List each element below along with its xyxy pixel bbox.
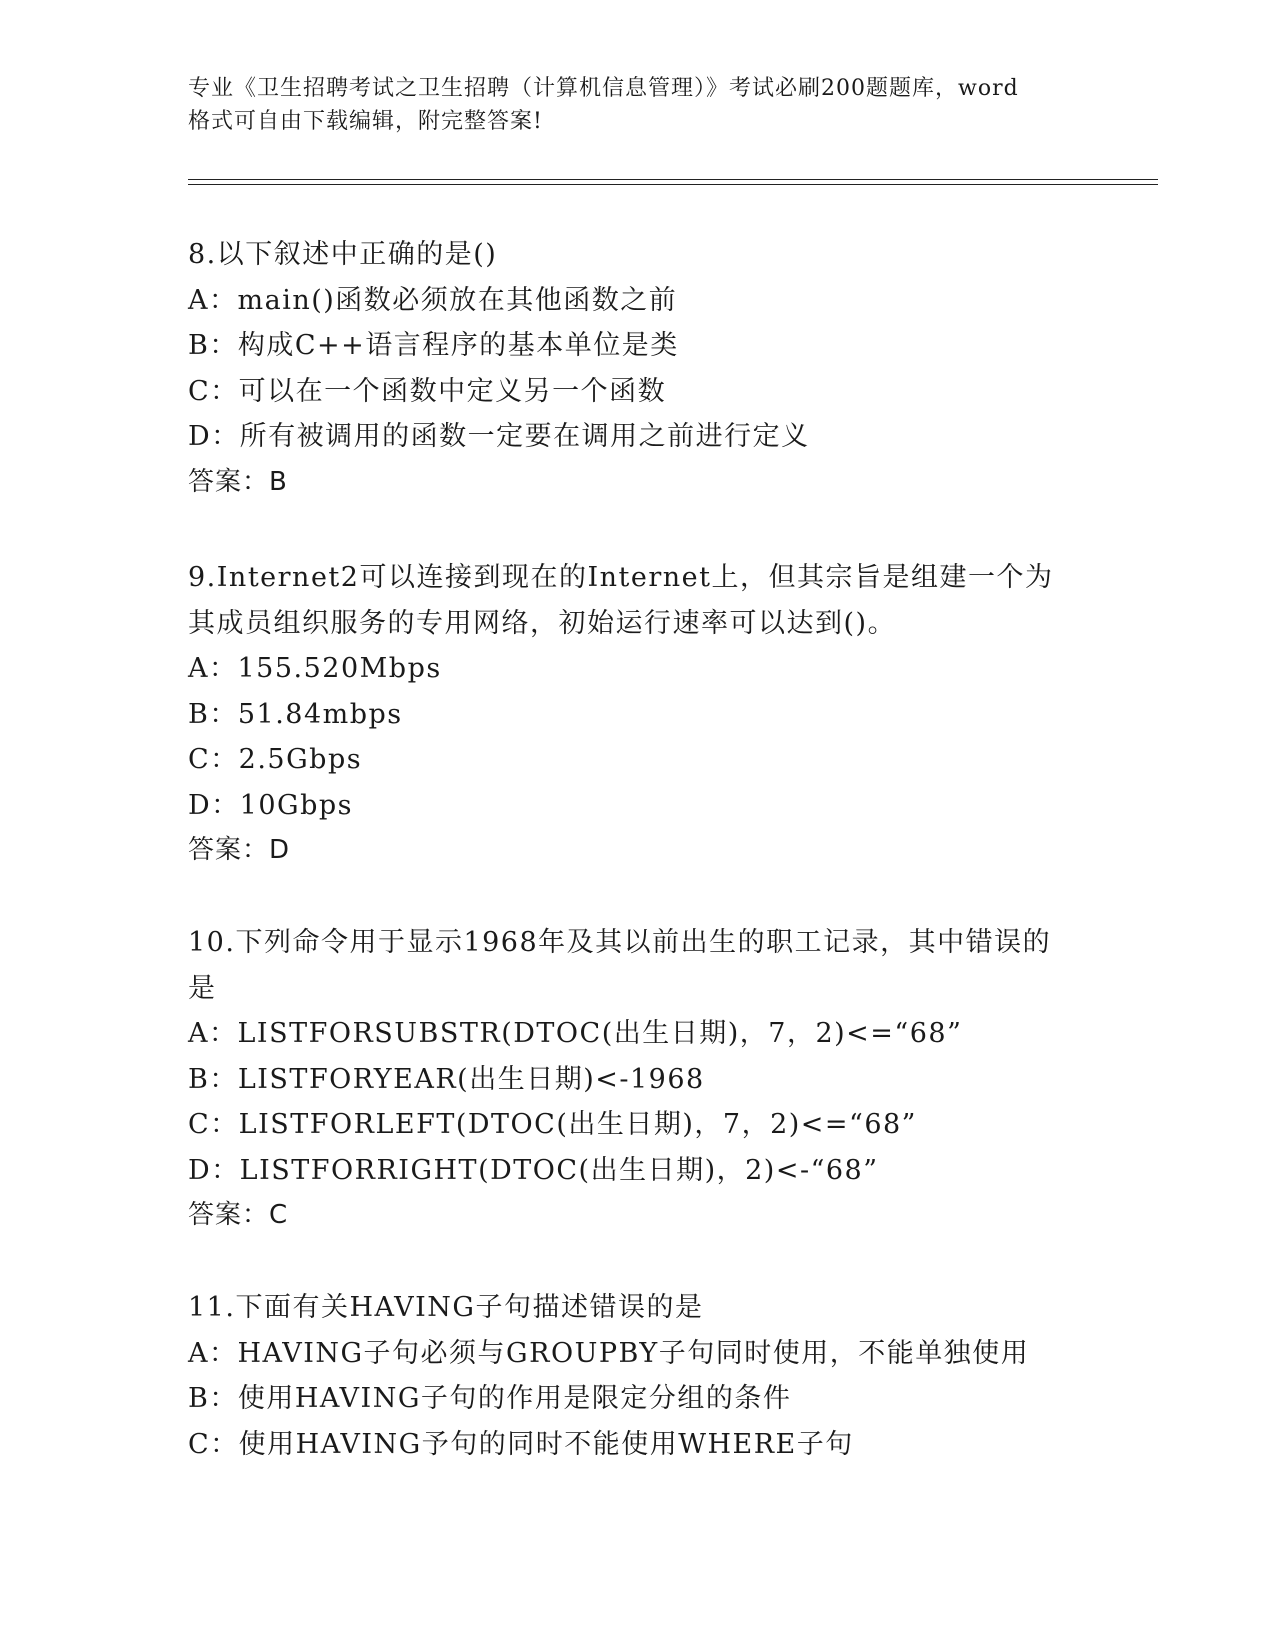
option-b: B：51.84mbps xyxy=(188,698,403,730)
answer-label: 答案：D xyxy=(188,835,291,865)
option-a: A：main()函数必须放在其他函数之前 xyxy=(188,284,678,316)
option-a: A：HAVING子句必须与GROUPBY子句同时使用，不能单独使用 xyxy=(188,1337,1030,1369)
option-a: A：LISTFORSUBSTR(DTOC(出生日期)，7，2)<=“68” xyxy=(188,1018,963,1049)
question-9 xyxy=(188,555,1088,874)
option-d: D：10Gbps xyxy=(188,789,353,821)
option-b: B：构成C++语言程序的基本单位是类 xyxy=(188,330,679,361)
option-d: D：LISTFORRIGHT(DTOC(出生日期)，2)<-“68” xyxy=(188,1154,879,1186)
option-d: D：所有被调用的函数一定要在调用之前进行定义 xyxy=(188,421,810,452)
header-divider-top xyxy=(188,179,1158,180)
option-b: B：LISTFORYEAR(出生日期)<-1968 xyxy=(188,1063,705,1095)
question-stem: 9.Internet2可以连接到现在的Internet上，但其宗旨是组建一个为其成员组织服务的专用网络，初始运行速率可以达到()。 xyxy=(188,562,1054,639)
answer-label: 答案：C xyxy=(188,1200,289,1230)
option-c: C：使用HAVING予句的同时不能使用WHERE子句 xyxy=(188,1428,854,1460)
option-c: C：2.5Gbps xyxy=(188,744,363,775)
question-10 xyxy=(188,920,1088,1239)
option-c: C：LISTFORLEFT(DTOC(出生日期)，7，2)<=“68” xyxy=(188,1109,917,1140)
option-a: A：155.520Mbps xyxy=(188,653,442,684)
header-divider-bottom xyxy=(188,184,1158,185)
option-b: B：使用HAVING子句的作用是限定分组的条件 xyxy=(188,1383,792,1414)
document-header xyxy=(188,72,1088,138)
header-line-1: 专业《卫生招聘考试之卫生招聘（计算机信息管理）》考试必刷200题题库，word xyxy=(188,76,1019,101)
question-8 xyxy=(188,232,1088,505)
question-stem: 11.下面有关HAVING子句描述错误的是 xyxy=(188,1292,704,1323)
option-c: C：可以在一个函数中定义另一个函数 xyxy=(188,375,667,407)
question-stem: 8.以下叙述中正确的是() xyxy=(188,239,498,270)
question-stem: 10.下列命令用于显示1968年及其以前出生的职工记录，其中错误的是 xyxy=(188,927,1052,1004)
question-11 xyxy=(188,1285,1088,1467)
header-line-2: 格式可自由下载编辑，附完整答案! xyxy=(188,109,543,134)
answer-label: 答案：B xyxy=(188,466,288,497)
